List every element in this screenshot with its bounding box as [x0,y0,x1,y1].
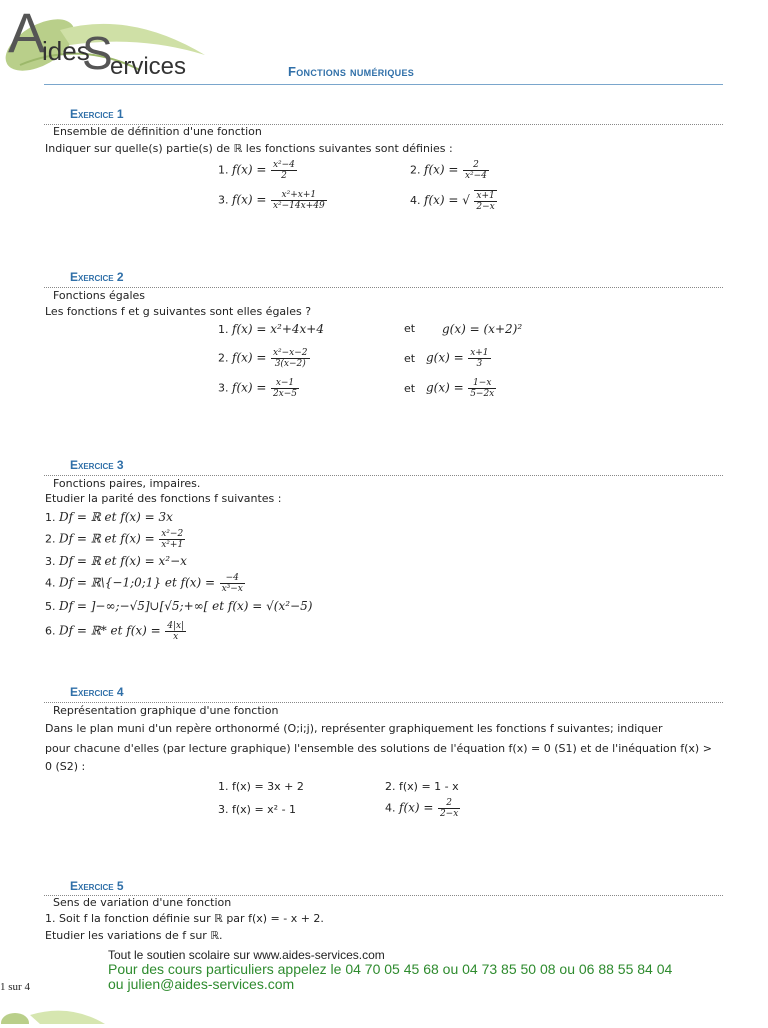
ex3-item-3: 3. Df = ℝ et f(x) = x²−x [45,554,187,568]
ex2-item-2-g: g(x) = $\frac{x+1}{3}$ [426,348,489,369]
exercise-3-divider [44,475,723,476]
ex2-item-1-f: 1. f(x) = x²+4x+4 [218,322,324,336]
exercise-5-line-2: Etudier les variations de f sur ℝ. [45,929,223,942]
footer-logo-fragment [0,995,110,1024]
footer-website: Tout le soutien scolaire sur www.aides-services.com [108,948,385,962]
ex2-item-3-f: 3. f(x) = $\frac{x-1}{2x-5}$ [218,378,298,399]
header-divider [44,84,723,85]
logo-letter-s: S [82,27,113,79]
ex1-item-1: 1. f(x) = $\frac{\text{x²−4}}{2}$ [218,160,295,181]
exercise-4-subtitle: Représentation graphique d'une fonction [53,704,279,717]
exercise-2-title: Exercice 2 [70,270,124,284]
ex3-item-4: 4. Df = ℝ\{−1;0;1} et f(x) = $\frac{-4}{\text{x³−x}}$ [45,573,243,594]
ex2-et-1: et [404,322,416,335]
exercise-1-title: Exercice 1 [70,107,124,121]
ex4-item-4: 4. f(x) = $\frac{2}{2-x}$ [385,798,459,819]
ex2-item-3-g: g(x) = $\frac{1-x}{5-2x}$ [426,378,495,399]
ex2-item-1-g: g(x) = (x+2)² [442,322,523,336]
ex4-item-2: 2. f(x) = 1 - x [385,780,459,793]
exercise-2-divider [44,287,723,288]
ex4-item-3: 3. f(x) = x² - 1 [218,803,297,816]
ex3-item-1: 1. Df = ℝ et f(x) = 3x [45,510,173,524]
exercise-5-line-1: 1. Soit f la fonction définie sur ℝ par f(x) = - x + 2. [45,912,324,925]
exercise-3-subtitle: Fonctions paires, impaires. [53,477,201,490]
exercise-4-title: Exercice 4 [70,685,124,699]
ex1-item-4: 4. f(x) = √ $\frac{x+1}{2-x}$ [410,191,495,212]
ex1-item-3: 3. f(x) = $\frac{\text{x²+x+1}}{\text{x²−14x+49}}$ [218,190,325,211]
ex2-et-2: et [404,352,416,365]
footer-email: ou julien@aides-services.com [108,976,295,992]
exercise-4-line-2: pour chacune d'elles (par lecture graphique) l'ensemble des solutions de l'équation f(x) = 0 (S1) et de l'inéquation f(x) > [45,742,712,755]
exercise-3-instruction: Etudier la parité des fonctions f suivantes : [45,492,282,505]
exercise-1-instruction: Indiquer sur quelle(s) partie(s) de ℝ les fonctions suivantes sont définies : [45,142,453,155]
ex3-item-2: 2. Df = ℝ et f(x) = $\frac{\text{x²−2}}{\text{x²+1}}$ [45,529,184,550]
ex1-item-2: 2. f(x) = $\frac{2}{\text{x²−4}}$ [410,160,487,181]
exercise-5-subtitle: Sens de variation d'une fonction [53,896,232,909]
exercise-3-title: Exercice 3 [70,458,124,472]
exercise-2-subtitle: Fonctions égales [53,289,146,302]
exercise-2-instruction: Les fonctions f et g suivantes sont elles égales ? [45,305,312,318]
exercise-4-divider [44,702,723,703]
logo-word-ervices: ervices [110,53,187,80]
page-number: 1 sur 4 [0,981,30,993]
exercise-4-line-1: Dans le plan muni d'un repère orthonormé (O;i;j), représenter graphiquement les fonctions f suivantes; indiquer [45,722,663,735]
page-title: Fonctions numériques [288,64,415,79]
logo-letter-a: A [8,1,46,64]
exercise-1-subtitle: Ensemble de définition d'une fonction [53,125,262,138]
footer-phone: Pour des cours particuliers appelez le 04 70 05 45 68 ou 04 73 85 50 08 ou 06 88 55 84 04 [108,961,673,977]
exercise-4-line-3: 0 (S2) : [45,760,86,773]
ex3-item-6: 6. Df = ℝ* et f(x) = $\frac{4|x|}{x}$ [45,621,185,642]
leaf-logo-fragment [0,995,110,1024]
exercise-5-title: Exercice 5 [70,879,124,893]
site-logo [0,0,215,90]
logo-word-ides: ides [42,36,90,66]
ex4-item-1: 1. f(x) = 3x + 2 [218,780,304,793]
ex2-et-3: et [404,382,416,395]
ex3-item-5: 5. Df = ]−∞;−√5]∪[√5;+∞[ et f(x) = √(x²−5) [45,599,313,613]
ex2-item-2-f: 2. f(x) = $\frac{\text{x²−x−2}}{3(x-2)}$ [218,348,308,369]
